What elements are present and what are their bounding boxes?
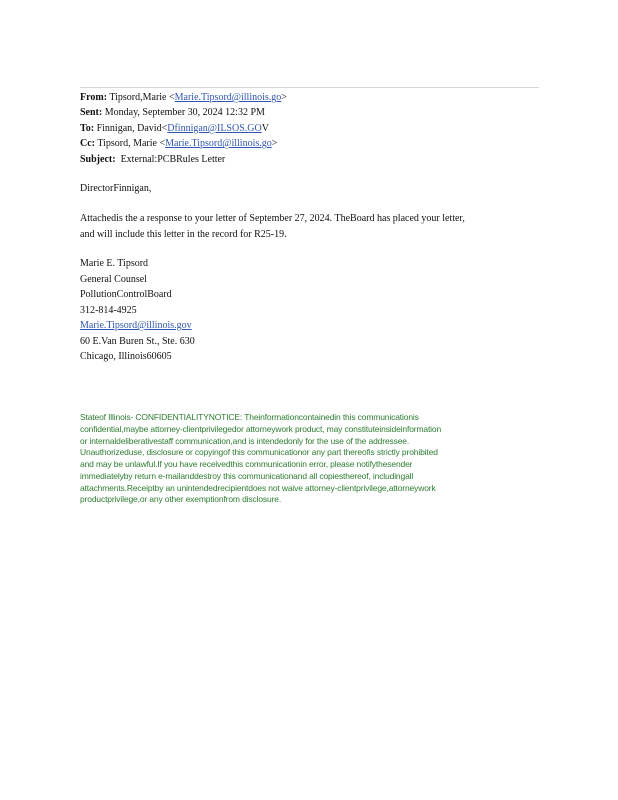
sent-value: Monday, September 30, 2024 12:32 PM [104,107,265,119]
message-line: Attachedis the a response to your letter of September 27, 2024. TheBoard has placed your letter, [80,213,465,224]
signature-phone: 312-814-4925 [80,304,137,316]
cc-name: Tipsord, Marie < [97,138,166,150]
subject-value: External:PCBRules Letter [120,153,226,165]
cc-end: > [271,138,278,150]
signature-org: PollutionControlBoard [80,289,172,300]
signature-address-line1: 60 E.Van Buren St., Ste. 630 [80,335,195,347]
email-header [80,90,287,167]
signature-block [80,256,195,365]
from-name: Tipsord,Marie < [109,92,175,103]
message-line: and will include this letter in the record for R25-19. [80,228,287,240]
cc-label: Cc: [80,138,95,150]
notice-line: Stateof Illinois- CONFIDENTIALITYNOTICE: Theinformationcontainedin this communicationis [80,412,419,422]
greeting: DirectorFinnigan, [80,183,152,194]
to-name: Finnigan, David< [96,122,168,134]
notice-line: productprivilege,or any other exemptionfrom disclosure. [80,494,282,505]
notice-line: Unauthorizeduse, disclosure or copyingof this communicationor any part thereofis strictly prohibited [80,447,438,458]
to-email-link[interactable]: Dfinnigan@ILSOS.GO [167,122,262,134]
notice-line: immediatelyby return e-mailanddestroy this communicationand all copiesthereof, includingall [80,470,414,481]
from-email-link[interactable]: Marie.Tipsord@illinois.go [174,92,282,103]
notice-line: or internaldeliberativestaff communication,and is intendedonly for the use of the addressee. [80,435,410,446]
signature-title: General Counsel [80,273,147,285]
message-paragraph [80,211,465,242]
signature-address-line2: Chicago, Illinois60605 [80,351,172,362]
notice-line: and may be unlawful.If you have receivedthis communicationin error, please notifythesender [80,459,413,469]
from-end: > [281,92,287,103]
signature-email-link[interactable]: Marie.Tipsord@illinois.gov [80,320,192,331]
header-divider [80,87,539,88]
cc-email-link[interactable]: Marie.Tipsord@illinois.go [165,138,272,150]
from-label: From: [80,92,108,103]
sent-label: Sent: [80,107,103,119]
subject-label: Subject: [80,153,116,165]
notice-line: attachments.Receiptby an unintendedrecipientdoes not waive attorney-clientprivilege,attorneywork [80,482,436,493]
sent-row [80,105,287,120]
signature-name: Marie E. Tipsord [80,258,149,269]
confidentiality-notice [80,412,540,506]
from-row [80,90,287,105]
to-end: V [261,122,269,134]
to-row [80,121,287,136]
cc-row [80,136,287,151]
to-label: To: [80,122,95,134]
subject-row [80,152,287,167]
notice-line: confidential,maybe attorney-clientprivilegedor attorneywork product, may constituteinsideinformation [80,423,442,434]
